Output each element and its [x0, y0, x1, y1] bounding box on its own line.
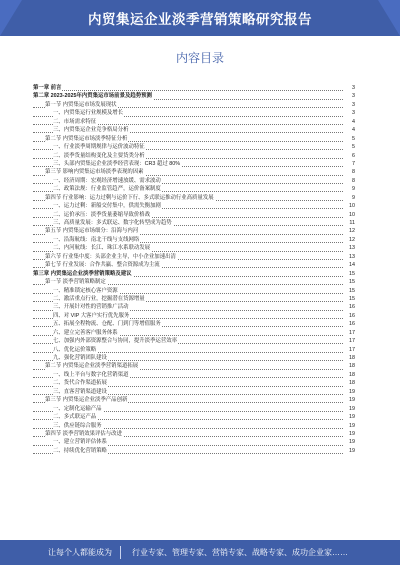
toc-page-number: 19	[345, 405, 355, 413]
toc-entry[interactable]	[33, 143, 355, 151]
toc-page-number: 8	[345, 177, 355, 185]
toc-entry-text: 第六节 行业集中度：头部企业主导，中小企业加速出清	[45, 253, 176, 260]
toc-entry-text: 二、持续优化营销策略	[53, 447, 107, 454]
toc-page-number: 11	[345, 219, 355, 227]
toc-entry[interactable]	[33, 329, 355, 337]
toc-entry-text: 一、沿海航线：南北干线与支线网络	[53, 236, 140, 243]
toc-entry-text: 第一节 淡季营销策略制定	[45, 279, 106, 286]
toc-entry[interactable]	[33, 287, 355, 295]
toc-entry-text: 二、淡季货量结构变化及主要货类分析	[53, 152, 145, 159]
toc-page-number: 15	[345, 295, 355, 303]
toc-page-number: 17	[345, 346, 355, 354]
toc-entry[interactable]	[33, 92, 355, 100]
toc-page-number: 14	[345, 261, 355, 269]
toc-entry[interactable]	[33, 135, 355, 143]
toc-entry[interactable]	[33, 405, 355, 413]
toc-entry-text: 三、供应链综合服务	[53, 422, 102, 429]
toc-entry[interactable]	[33, 354, 355, 362]
toc-entry-text: 三、开展针对性的营销推广活动	[53, 304, 129, 311]
toc-entry[interactable]	[33, 84, 355, 92]
toc-entry-text: 第三章 内贸集运企业淡季营销策略及建议	[33, 270, 132, 277]
toc-entry-text: 八、优化运价策略	[53, 346, 97, 353]
toc-entry[interactable]	[33, 346, 355, 354]
toc-page-number: 13	[345, 253, 355, 261]
toc-page-number: 19	[345, 430, 355, 438]
toc-page-number: 3	[345, 84, 355, 92]
toc-entry[interactable]	[33, 396, 355, 404]
report-header	[0, 0, 400, 36]
toc-entry[interactable]	[33, 312, 355, 320]
toc-entry[interactable]	[33, 371, 355, 379]
toc-page-number: 15	[345, 270, 355, 278]
toc-page-number: 18	[345, 371, 355, 379]
toc-page-number: 12	[345, 227, 355, 235]
toc-page-number: 17	[345, 329, 355, 337]
toc-page-number: 17	[345, 337, 355, 345]
toc-page-number: 16	[345, 303, 355, 311]
toc-entry[interactable]	[33, 379, 355, 387]
toc-entry[interactable]	[33, 118, 355, 126]
toc-entry[interactable]	[33, 109, 355, 117]
toc-page-number: 19	[345, 447, 355, 455]
footer-slogan-right: 行业专家、管理专家、营销专家、战略专家、成功企业家……	[132, 548, 348, 557]
toc-page-number: 18	[345, 362, 355, 370]
footer-slogan-left: 让每个人都能成为	[48, 548, 112, 557]
toc-page-number: 9	[345, 185, 355, 193]
toc-entry-text: 第二节 内贸集运企业淡季营销渠道拓展	[45, 363, 139, 370]
toc-entry-text: 四、对 VIP 大客户实行优先服务	[53, 312, 130, 319]
toc-entry-text: 九、强化营销团队建设	[53, 355, 107, 361]
toc-page-number: 4	[345, 126, 355, 134]
toc-entry-text: 一、经济周期：宏观经济增速放缓、需求波动	[53, 177, 161, 184]
toc-page-number: 13	[345, 244, 355, 252]
toc-entry[interactable]	[33, 270, 355, 278]
toc-entry[interactable]	[33, 303, 355, 311]
toc-entry[interactable]	[33, 337, 355, 345]
header-decoration-right	[378, 0, 400, 36]
toc-entry[interactable]	[33, 177, 355, 185]
toc-page-number: 18	[345, 379, 355, 387]
toc-entry[interactable]	[33, 160, 355, 168]
toc-entry-text: 二、货代合作渠道拓展	[53, 380, 107, 387]
toc-entry[interactable]	[33, 185, 355, 193]
toc-entry[interactable]	[33, 101, 355, 109]
toc-entry-text: 第三节 影响内贸集运市场淡季表现的因素	[45, 169, 144, 176]
toc-page-number: 10	[345, 211, 355, 219]
toc-page-number: 3	[345, 101, 355, 109]
toc-entry[interactable]	[33, 194, 355, 202]
toc-entry-text: 第三节 内贸集运企业淡季产品创新	[45, 397, 128, 404]
toc-page-number: 5	[345, 135, 355, 143]
toc-entry[interactable]	[33, 278, 355, 286]
toc-entry[interactable]	[33, 168, 355, 176]
toc-entry[interactable]	[33, 244, 355, 252]
toc-entry[interactable]	[33, 320, 355, 328]
toc-page-number: 19	[345, 438, 355, 446]
toc-entry[interactable]	[33, 295, 355, 303]
toc-leader-dots	[33, 84, 343, 91]
toc-entry-text: 二、内河航线：长江、珠江水系联动发展	[53, 245, 151, 252]
toc-page-number: 19	[345, 396, 355, 404]
toc-entry-text: 六、建立完善客户服务体系	[53, 329, 118, 336]
toc-entry[interactable]	[33, 211, 355, 219]
toc-page-number: 5	[345, 143, 355, 151]
toc-entry-text: 第一章 前言	[33, 85, 62, 91]
toc-page-number: 15	[345, 278, 355, 286]
toc-page-number: 19	[345, 413, 355, 421]
toc-entry-text: 三、内贸集运企业竞争格局分析	[53, 127, 129, 134]
toc-entry[interactable]	[33, 422, 355, 430]
toc-entry[interactable]	[33, 388, 355, 396]
toc-page-number: 15	[345, 287, 355, 295]
toc-entry-text: 二、市场需求特征	[53, 118, 97, 125]
toc-entry[interactable]	[33, 447, 355, 455]
toc-page-number: 10	[345, 202, 355, 210]
toc-entry-text: 一、行业淡季周期规律与运价波动特征	[53, 144, 145, 151]
toc-entry-text: 二、运价承压：淡季货量萎缩导致价格战	[53, 211, 151, 218]
toc-page-number: 3	[345, 92, 355, 100]
toc-heading: 内容目录	[175, 51, 224, 65]
toc-page-number: 19	[345, 422, 355, 430]
toc-entry[interactable]	[33, 253, 355, 261]
toc-entry[interactable]	[33, 152, 355, 160]
toc-page-number: 12	[345, 236, 355, 244]
toc-entry-text: 第七节 行业发展：合作共赢、整合资源成为主流	[45, 262, 160, 269]
toc-entry-text: 第一节 内贸集运市场发展现状	[45, 101, 117, 108]
toc-page-number: 9	[345, 194, 355, 202]
toc-page-number: 6	[345, 152, 355, 160]
toc-entry-text: 一、运力过剩：新船交付集中，供需失衡加剧	[53, 203, 161, 210]
toc-page-number: 4	[345, 118, 355, 126]
toc-page-number: 8	[345, 168, 355, 176]
toc-entry[interactable]	[33, 413, 355, 421]
toc-page-number: 7	[345, 160, 355, 168]
toc-entry-text: 二、激活重点行业，挖掘潜在货源增量	[53, 295, 145, 302]
toc-entry[interactable]	[33, 430, 355, 438]
toc-entry[interactable]	[33, 219, 355, 227]
toc-entry-text: 第四节 淡季营销效果评估与改进	[45, 430, 122, 437]
toc-entry[interactable]	[33, 202, 355, 210]
footer-divider	[120, 546, 121, 559]
toc-entry[interactable]	[33, 362, 355, 370]
toc-entry-text: 一、定制化运输产品	[53, 405, 102, 412]
toc-page-number: 3	[345, 109, 355, 117]
toc-page-number: 19	[345, 388, 355, 396]
toc-entry-text: 一、建立营销评估体系	[53, 439, 107, 446]
toc-entry-text: 三、头部内贸集运企业淡季经营表现：CR3 超过 80%	[53, 160, 180, 167]
toc-entry-text: 七、加强内外部资源整合与协同，提升淡季运营效率	[53, 338, 177, 345]
footer-banner	[0, 540, 400, 565]
header-decoration-left	[0, 0, 22, 36]
toc-page-number: 16	[345, 320, 355, 328]
table-of-contents	[33, 84, 355, 455]
toc-entry-text: 第四节 行业影响：运力过剩与运价下行、多式联运推动行业高质量发展	[45, 194, 214, 201]
toc-entry-text: 一、线上平台与数字化营销渠道	[53, 371, 129, 378]
toc-page-number: 16	[345, 312, 355, 320]
toc-entry-text: 三、高质量发展：多式联运、数字化转型成为趋势	[53, 220, 172, 226]
toc-entry[interactable]	[33, 438, 355, 446]
toc-entry[interactable]	[33, 227, 355, 235]
toc-entry-text: 第二章 2023-2025年内贸集运市场前景及趋势预测	[33, 93, 152, 100]
toc-entry-text: 三、直客营销渠道建设	[53, 388, 107, 395]
toc-entry-text: 第二节 内贸集运市场淡季特征分析	[45, 135, 128, 142]
toc-entry[interactable]	[33, 236, 355, 244]
toc-entry-text: 二、多式联运产品	[53, 414, 97, 421]
toc-entry-text: 一、精准锁定核心客户资源	[53, 287, 118, 294]
toc-entry-text: 五、拓展全程物流、仓配、门到门等增值服务	[53, 321, 161, 328]
toc-entry-text: 二、政策法规：行业监管趋严，运价备案制度	[53, 186, 161, 193]
toc-page-number: 18	[345, 354, 355, 362]
toc-entry[interactable]	[33, 126, 355, 134]
toc-entry-text: 第五节 内贸集运市场细分：沿海与内河	[45, 228, 139, 235]
toc-entry-text: 一、内贸集运行业规模及增长	[53, 110, 124, 117]
report-title: 内贸集运企业淡季营销策略研究报告	[88, 12, 312, 28]
toc-entry[interactable]	[33, 261, 355, 269]
